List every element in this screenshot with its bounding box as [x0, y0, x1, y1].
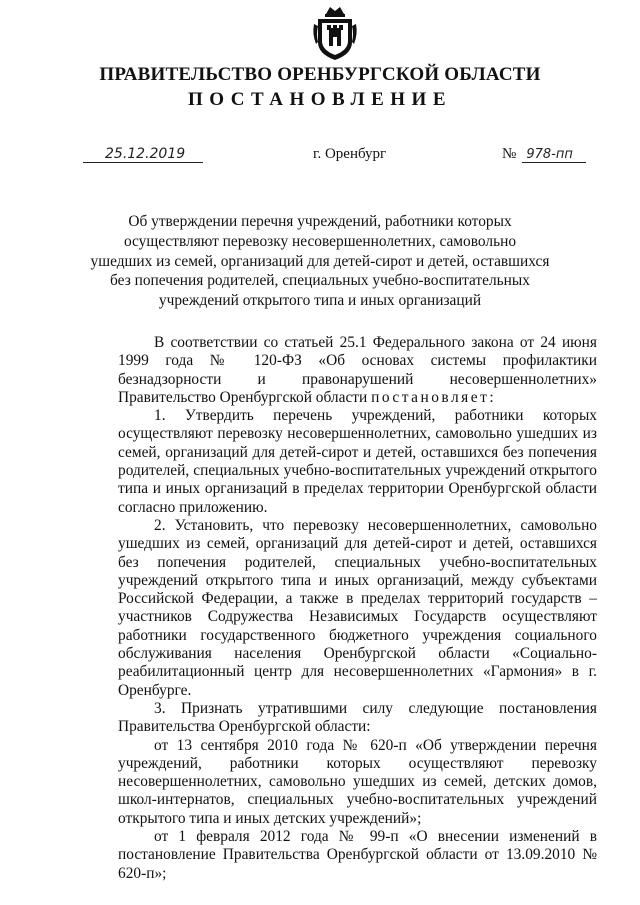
document-number	[502, 146, 586, 163]
document-type: ПОСТАНОВЛЕНИЕ	[187, 89, 453, 110]
number-sign: №	[502, 146, 517, 162]
subject-line: Об утверждении перечня учреждений, работники которых	[128, 213, 512, 230]
subject-line: без попечения родителей, специальных учебно-воспитательных	[110, 272, 530, 290]
intro-paragraph	[118, 334, 597, 407]
subject-line: ушедших из семей, организаций для детей-сирот и детей, оставшихся	[90, 252, 550, 270]
coat-of-arms-icon	[312, 4, 358, 62]
subject-line: осуществляют перевозку несовершеннолетних, самовольно	[123, 232, 517, 250]
subject-line: учреждений открытого типа и иных организаций	[158, 292, 482, 310]
document-city: г. Оренбург	[313, 146, 387, 162]
document-date: 25.12.2019	[83, 146, 203, 163]
paragraph-1: 1. Утвердить перечень учреждений, работники которых осуществляют перевозку несовершеннолетних, самовольно ушедших из семей, организаций для детей-сирот и детей, оставшихся без попечения родителей, специальных учебно-воспитательных учреждений открытого типа и иных организаций в пределах территории Оренбургской области согласно приложению.	[118, 407, 597, 516]
paragraph-3b: от 1 февраля 2012 года № 99-п «О внесении изменений в постановление Правительства Оренбургской области от 13.09.2010 № 620-п»;	[118, 828, 597, 882]
intro-text: В соответствии со статьей 25.1 Федерального закона от 24 июня 1999 года № 120-ФЗ «Об основах системы профилактики безнадзорности и правонарушений несовершеннолетних» Правительство Оренбургской области	[118, 334, 597, 406]
government-title: ПРАВИТЕЛЬСТВО ОРЕНБУРГСКОЙ ОБЛАСТИ	[99, 64, 541, 85]
document-subject	[60, 212, 580, 311]
number-value: 978-пп	[522, 147, 586, 163]
document-body	[118, 334, 597, 883]
paragraph-3: 3. Признать утратившими силу следующие постановления Правительства Оренбургской области:	[118, 699, 597, 736]
paragraph-2: 2. Установить, что перевозку несовершеннолетних, самовольно ушедших из семей, организаций для детей-сирот и детей, оставшихся без попечения родителей, специальных учебно-воспитательных учреждений открытого типа и иных организаций, между субъектами Российской Федерации, а также в пределах территорий государств – участников Содружества Независимых Государств осуществляют работники государственного бюджетного учреждения социального обслуживания населения Оренбургской области «Социально-реабилитационный центр для несовершеннолетних «Гармония» в г. Оренбурге.	[118, 516, 597, 699]
paragraph-3a: от 13 сентября 2010 года № 620-п «Об утверждении перечня учреждений, работники которых осуществляют перевозку несовершеннолетних, самовольно ушедших из семей, детских домов, школ-интернатов, специальных учебно-воспитательных учреждений открытого типа и иных детских учреждений»;	[118, 736, 597, 827]
decree-word: постановляет:	[371, 388, 497, 406]
